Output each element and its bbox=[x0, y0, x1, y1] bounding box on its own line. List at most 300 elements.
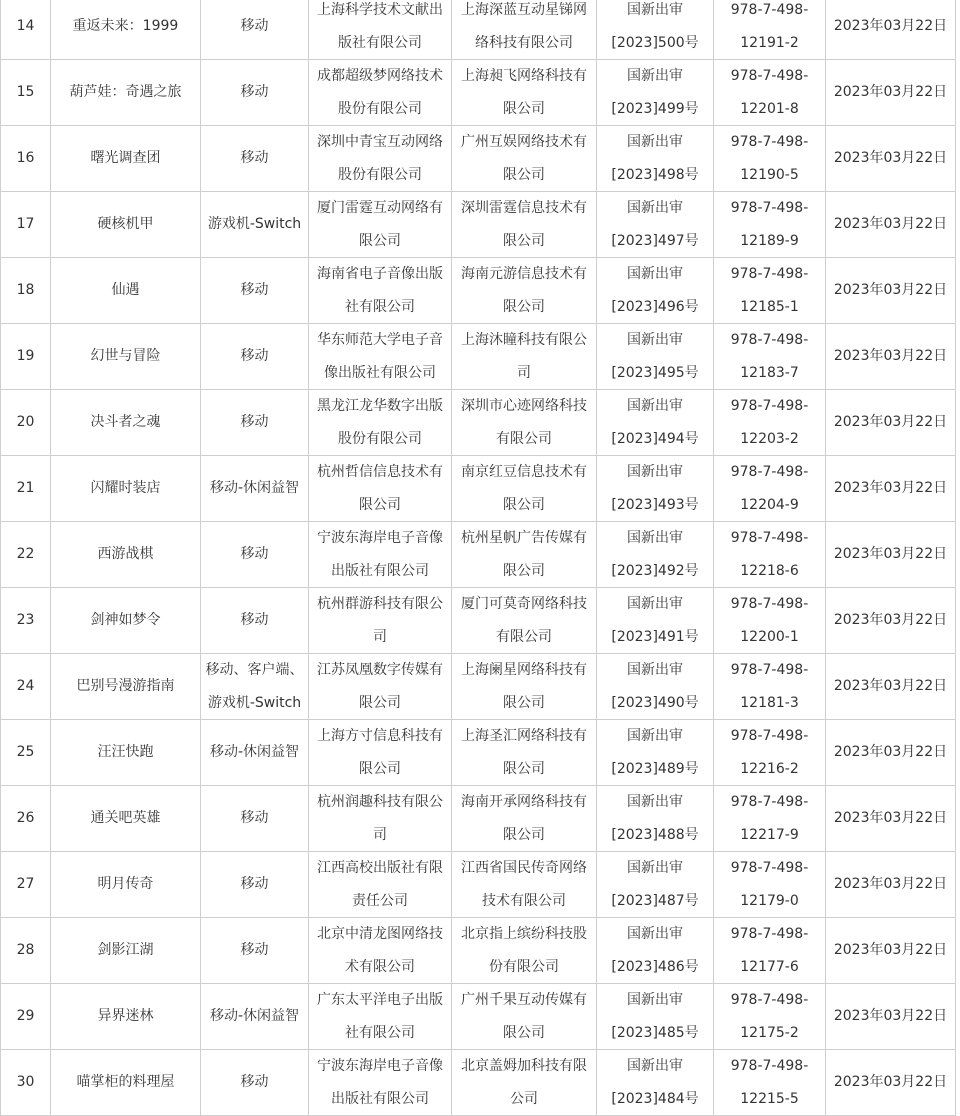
publisher-line: 成都超级梦网络技术 bbox=[317, 68, 443, 84]
platform-line: 移动-休闲益智 bbox=[209, 480, 300, 497]
approval-number-cell bbox=[597, 258, 714, 324]
table-row bbox=[1, 918, 956, 984]
platform-cell bbox=[201, 456, 309, 522]
date-cell bbox=[826, 588, 956, 654]
date-text: 2023年03月22日 bbox=[833, 150, 948, 167]
approval-number-cell bbox=[597, 390, 714, 456]
operator-line: 上海沐瞳科技有限公 bbox=[461, 332, 587, 348]
platform-line: 移动 bbox=[240, 612, 269, 629]
game-name-text: 仙遇 bbox=[111, 282, 140, 299]
game-name-text: 剑神如梦令 bbox=[90, 612, 161, 629]
table-row bbox=[1, 720, 956, 786]
platform-line: 移动 bbox=[240, 942, 269, 959]
table-row bbox=[1, 984, 956, 1050]
publisher-cell bbox=[309, 984, 452, 1050]
publisher-cell bbox=[309, 588, 452, 654]
table-row bbox=[1, 522, 956, 588]
date-cell bbox=[826, 1050, 956, 1116]
platform-line: 游戏机-Switch bbox=[207, 694, 302, 711]
platform-cell bbox=[201, 192, 309, 258]
isbn-line: 978-7-498- bbox=[730, 992, 809, 1008]
isbn-line: 978-7-498- bbox=[730, 332, 809, 348]
approval-number-cell bbox=[597, 192, 714, 258]
row-number-cell bbox=[1, 60, 51, 126]
approval-number-line: [2023]492号 bbox=[611, 562, 699, 579]
isbn-cell bbox=[714, 654, 826, 720]
platform-line: 移动 bbox=[240, 282, 269, 299]
date-cell bbox=[826, 786, 956, 852]
approval-number-line: 国新出审 bbox=[627, 68, 683, 84]
game-name-text: 决斗者之魂 bbox=[90, 414, 161, 431]
operator-cell bbox=[452, 720, 597, 786]
operator-cell bbox=[452, 654, 597, 720]
operator-line: 北京盖姆加科技有限 bbox=[461, 1058, 587, 1074]
platform-line: 移动、客户端、 bbox=[205, 662, 304, 678]
approval-number-line: [2023]499号 bbox=[611, 100, 699, 117]
approval-number-line: [2023]495号 bbox=[611, 364, 699, 381]
publisher-line: 华东师范大学电子音 bbox=[317, 332, 443, 348]
date-cell bbox=[826, 522, 956, 588]
operator-line: 深圳雷霆信息技术有 bbox=[461, 200, 587, 216]
isbn-line: 978-7-498- bbox=[730, 926, 809, 942]
approval-number-line: [2023]487号 bbox=[611, 892, 699, 909]
isbn-line: 978-7-498- bbox=[730, 464, 809, 480]
isbn-cell bbox=[714, 456, 826, 522]
row-number-text: 19 bbox=[16, 348, 35, 365]
approval-number-line: 国新出审 bbox=[627, 596, 683, 612]
operator-cell bbox=[452, 60, 597, 126]
operator-line: 限公司 bbox=[503, 298, 545, 315]
game-name-text: 西游战棋 bbox=[97, 546, 154, 563]
isbn-line: 978-7-498- bbox=[730, 2, 809, 18]
isbn-cell bbox=[714, 918, 826, 984]
isbn-line: 978-7-498- bbox=[730, 794, 809, 810]
isbn-line: 12200-1 bbox=[740, 628, 799, 645]
isbn-line: 978-7-498- bbox=[730, 398, 809, 414]
row-number-cell bbox=[1, 456, 51, 522]
operator-line: 广州互娱网络技术有 bbox=[461, 134, 587, 150]
table-row bbox=[1, 390, 956, 456]
game-name-cell bbox=[51, 192, 201, 258]
operator-line: 公司 bbox=[510, 1090, 538, 1107]
game-name-cell bbox=[51, 852, 201, 918]
publisher-cell bbox=[309, 720, 452, 786]
game-name-cell bbox=[51, 324, 201, 390]
platform-line: 移动 bbox=[240, 546, 269, 563]
row-number-cell bbox=[1, 588, 51, 654]
isbn-line: 12217-9 bbox=[740, 826, 799, 843]
date-text: 2023年03月22日 bbox=[833, 84, 948, 101]
publisher-line: 出版社有限公司 bbox=[331, 562, 429, 579]
approval-number-line: 国新出审 bbox=[627, 860, 683, 876]
operator-cell bbox=[452, 1050, 597, 1116]
operator-cell bbox=[452, 126, 597, 192]
game-name-text: 通关吧英雄 bbox=[90, 810, 161, 827]
approval-number-line: [2023]489号 bbox=[611, 760, 699, 777]
row-number-cell bbox=[1, 192, 51, 258]
table-row bbox=[1, 588, 956, 654]
operator-line: 限公司 bbox=[503, 826, 545, 843]
approval-number-cell bbox=[597, 786, 714, 852]
approval-number-cell bbox=[597, 324, 714, 390]
isbn-cell bbox=[714, 258, 826, 324]
publisher-line: 股份有限公司 bbox=[338, 166, 422, 183]
approval-number-line: [2023]488号 bbox=[611, 826, 699, 843]
operator-cell bbox=[452, 192, 597, 258]
date-cell bbox=[826, 984, 956, 1050]
operator-line: 限公司 bbox=[503, 694, 545, 711]
approval-number-line: [2023]498号 bbox=[611, 166, 699, 183]
isbn-cell bbox=[714, 0, 826, 60]
publisher-line: 责任公司 bbox=[352, 892, 408, 909]
approval-number-cell bbox=[597, 918, 714, 984]
date-text: 2023年03月22日 bbox=[833, 942, 948, 959]
row-number-text: 25 bbox=[16, 744, 35, 761]
operator-cell bbox=[452, 852, 597, 918]
platform-cell bbox=[201, 60, 309, 126]
date-cell bbox=[826, 192, 956, 258]
isbn-line: 978-7-498- bbox=[730, 596, 809, 612]
publisher-line: 股份有限公司 bbox=[338, 430, 422, 447]
platform-cell bbox=[201, 0, 309, 60]
approval-number-cell bbox=[597, 0, 714, 60]
approval-number-cell bbox=[597, 456, 714, 522]
publisher-line: 杭州群游科技有限公 bbox=[317, 596, 443, 612]
platform-line: 移动 bbox=[240, 810, 269, 827]
publisher-line: 宁波东海岸电子音像 bbox=[317, 1058, 443, 1074]
operator-cell bbox=[452, 258, 597, 324]
row-number-cell bbox=[1, 786, 51, 852]
publisher-cell bbox=[309, 786, 452, 852]
platform-cell bbox=[201, 720, 309, 786]
game-name-cell bbox=[51, 0, 201, 60]
game-name-text: 曙光调查团 bbox=[90, 150, 161, 167]
row-number-cell bbox=[1, 654, 51, 720]
approval-number-line: 国新出审 bbox=[627, 332, 683, 348]
isbn-line: 12189-9 bbox=[740, 232, 799, 249]
isbn-line: 978-7-498- bbox=[730, 134, 809, 150]
approval-number-line: 国新出审 bbox=[627, 662, 683, 678]
publisher-cell bbox=[309, 0, 452, 60]
date-cell bbox=[826, 390, 956, 456]
isbn-line: 12204-9 bbox=[740, 496, 799, 513]
approval-number-line: 国新出审 bbox=[627, 992, 683, 1008]
operator-line: 限公司 bbox=[503, 232, 545, 249]
publisher-cell bbox=[309, 1050, 452, 1116]
publisher-line: 厦门雷霆互动网络有 bbox=[317, 200, 443, 216]
date-cell bbox=[826, 456, 956, 522]
platform-cell bbox=[201, 588, 309, 654]
approval-number-line: [2023]494号 bbox=[611, 430, 699, 447]
row-number-cell bbox=[1, 852, 51, 918]
approval-number-line: [2023]493号 bbox=[611, 496, 699, 513]
game-name-cell bbox=[51, 654, 201, 720]
date-text: 2023年03月22日 bbox=[833, 1008, 948, 1025]
approval-number-line: 国新出审 bbox=[627, 728, 683, 744]
row-number-text: 21 bbox=[16, 480, 35, 497]
operator-line: 北京指上缤纷科技股 bbox=[461, 926, 587, 942]
row-number-text: 26 bbox=[16, 810, 35, 827]
row-number-text: 18 bbox=[16, 282, 35, 299]
date-cell bbox=[826, 654, 956, 720]
approval-number-line: 国新出审 bbox=[627, 398, 683, 414]
approval-number-line: 国新出审 bbox=[627, 464, 683, 480]
game-name-cell bbox=[51, 258, 201, 324]
isbn-cell bbox=[714, 60, 826, 126]
publisher-line: 术有限公司 bbox=[345, 958, 415, 975]
date-cell bbox=[826, 60, 956, 126]
row-number-text: 17 bbox=[16, 216, 35, 233]
game-name-text: 巴别号漫游指南 bbox=[76, 678, 175, 695]
publisher-line: 北京中清龙图网络技 bbox=[317, 926, 443, 942]
game-name-cell bbox=[51, 60, 201, 126]
game-name-text: 重返未来：1999 bbox=[72, 18, 179, 35]
table-row bbox=[1, 324, 956, 390]
publisher-cell bbox=[309, 654, 452, 720]
publisher-line: 杭州哲信信息技术有 bbox=[317, 464, 443, 480]
row-number-text: 24 bbox=[16, 678, 35, 695]
operator-line: 限公司 bbox=[503, 166, 545, 183]
isbn-line: 12216-2 bbox=[740, 760, 799, 777]
row-number-cell bbox=[1, 720, 51, 786]
row-number-text: 28 bbox=[16, 942, 35, 959]
isbn-line: 978-7-498- bbox=[730, 266, 809, 282]
operator-line: 上海圣汇网络科技有 bbox=[461, 728, 587, 744]
approval-number-cell bbox=[597, 852, 714, 918]
isbn-line: 12175-2 bbox=[740, 1024, 799, 1041]
row-number-text: 27 bbox=[16, 876, 35, 893]
publisher-line: 深圳中青宝互动网络 bbox=[317, 134, 443, 150]
publisher-cell bbox=[309, 324, 452, 390]
approval-number-cell bbox=[597, 522, 714, 588]
game-name-text: 异界迷林 bbox=[97, 1008, 154, 1025]
isbn-cell bbox=[714, 720, 826, 786]
publisher-line: 限公司 bbox=[359, 232, 401, 249]
operator-cell bbox=[452, 522, 597, 588]
table-row bbox=[1, 1050, 956, 1116]
date-text: 2023年03月22日 bbox=[833, 348, 948, 365]
isbn-line: 12185-1 bbox=[740, 298, 799, 315]
game-name-text: 硬核机甲 bbox=[97, 216, 154, 233]
operator-line: 有限公司 bbox=[496, 430, 552, 447]
operator-cell bbox=[452, 588, 597, 654]
publisher-cell bbox=[309, 258, 452, 324]
platform-cell bbox=[201, 984, 309, 1050]
operator-line: 海南开承网络科技有 bbox=[461, 794, 587, 810]
game-name-cell bbox=[51, 918, 201, 984]
date-text: 2023年03月22日 bbox=[833, 18, 948, 35]
date-text: 2023年03月22日 bbox=[833, 546, 948, 563]
platform-cell bbox=[201, 852, 309, 918]
platform-line: 移动 bbox=[240, 348, 269, 365]
publisher-cell bbox=[309, 852, 452, 918]
isbn-cell bbox=[714, 786, 826, 852]
approval-number-line: [2023]484号 bbox=[611, 1090, 699, 1107]
approval-number-line: [2023]497号 bbox=[611, 232, 699, 249]
isbn-cell bbox=[714, 588, 826, 654]
table-row bbox=[1, 786, 956, 852]
publisher-cell bbox=[309, 456, 452, 522]
publisher-cell bbox=[309, 60, 452, 126]
approval-number-line: [2023]496号 bbox=[611, 298, 699, 315]
table-row bbox=[1, 456, 956, 522]
platform-cell bbox=[201, 786, 309, 852]
approval-number-line: 国新出审 bbox=[627, 200, 683, 216]
operator-line: 技术有限公司 bbox=[482, 892, 566, 909]
isbn-cell bbox=[714, 984, 826, 1050]
isbn-line: 978-7-498- bbox=[730, 728, 809, 744]
game-name-cell bbox=[51, 984, 201, 1050]
approval-number-line: 国新出审 bbox=[627, 2, 683, 18]
date-cell bbox=[826, 852, 956, 918]
operator-cell bbox=[452, 456, 597, 522]
platform-cell bbox=[201, 390, 309, 456]
row-number-text: 23 bbox=[16, 612, 35, 629]
date-text: 2023年03月22日 bbox=[833, 480, 948, 497]
isbn-line: 978-7-498- bbox=[730, 68, 809, 84]
isbn-line: 978-7-498- bbox=[730, 200, 809, 216]
platform-line: 移动 bbox=[240, 1074, 269, 1091]
row-number-text: 14 bbox=[16, 18, 35, 35]
operator-cell bbox=[452, 390, 597, 456]
table-row bbox=[1, 126, 956, 192]
approval-number-line: 国新出审 bbox=[627, 530, 683, 546]
row-number-cell bbox=[1, 258, 51, 324]
row-number-cell bbox=[1, 126, 51, 192]
operator-line: 上海昶飞网络科技有 bbox=[461, 68, 587, 84]
date-text: 2023年03月22日 bbox=[833, 282, 948, 299]
operator-line: 限公司 bbox=[503, 496, 545, 513]
approval-number-line: 国新出审 bbox=[627, 266, 683, 282]
publisher-line: 社有限公司 bbox=[345, 1024, 415, 1041]
isbn-cell bbox=[714, 390, 826, 456]
date-text: 2023年03月22日 bbox=[833, 876, 948, 893]
platform-cell bbox=[201, 324, 309, 390]
publisher-line: 像出版社有限公司 bbox=[324, 364, 436, 381]
approval-number-line: [2023]500号 bbox=[611, 34, 699, 51]
isbn-cell bbox=[714, 522, 826, 588]
publisher-line: 股份有限公司 bbox=[338, 100, 422, 117]
publisher-line: 限公司 bbox=[359, 694, 401, 711]
platform-cell bbox=[201, 654, 309, 720]
publisher-cell bbox=[309, 522, 452, 588]
operator-line: 广州千果互动传媒有 bbox=[461, 992, 587, 1008]
publisher-line: 司 bbox=[373, 826, 387, 843]
approval-number-line: 国新出审 bbox=[627, 134, 683, 150]
isbn-line: 12218-6 bbox=[740, 562, 799, 579]
publisher-line: 黑龙江龙华数字出版 bbox=[317, 398, 443, 414]
operator-line: 限公司 bbox=[503, 100, 545, 117]
operator-line: 上海阑星网络科技有 bbox=[461, 662, 587, 678]
game-name-cell bbox=[51, 588, 201, 654]
game-name-text: 剑影江湖 bbox=[97, 942, 154, 959]
row-number-text: 30 bbox=[16, 1074, 35, 1091]
approval-number-line: [2023]486号 bbox=[611, 958, 699, 975]
publisher-line: 江苏凤凰数字传媒有 bbox=[317, 662, 443, 678]
row-number-text: 22 bbox=[16, 546, 35, 563]
operator-line: 南京红豆信息技术有 bbox=[461, 464, 587, 480]
game-name-cell bbox=[51, 126, 201, 192]
publisher-line: 上海方寸信息科技有 bbox=[317, 728, 443, 744]
date-cell bbox=[826, 258, 956, 324]
publisher-line: 江西高校出版社有限 bbox=[317, 860, 443, 876]
isbn-line: 12191-2 bbox=[740, 34, 799, 51]
date-text: 2023年03月22日 bbox=[833, 216, 948, 233]
publisher-line: 出版社有限公司 bbox=[331, 1090, 429, 1107]
game-name-text: 闪耀时装店 bbox=[90, 480, 161, 497]
row-number-cell bbox=[1, 918, 51, 984]
approval-number-line: [2023]485号 bbox=[611, 1024, 699, 1041]
publisher-line: 版社有限公司 bbox=[338, 34, 422, 51]
approval-number-cell bbox=[597, 720, 714, 786]
approval-number-line: 国新出审 bbox=[627, 926, 683, 942]
table-body bbox=[1, 0, 956, 1116]
approval-number-line: 国新出审 bbox=[627, 794, 683, 810]
isbn-cell bbox=[714, 324, 826, 390]
date-text: 2023年03月22日 bbox=[833, 1074, 948, 1091]
row-number-cell bbox=[1, 390, 51, 456]
table-row bbox=[1, 654, 956, 720]
isbn-line: 978-7-498- bbox=[730, 662, 809, 678]
approval-number-cell bbox=[597, 588, 714, 654]
operator-cell bbox=[452, 984, 597, 1050]
operator-cell bbox=[452, 324, 597, 390]
isbn-line: 978-7-498- bbox=[730, 1058, 809, 1074]
operator-cell bbox=[452, 786, 597, 852]
row-number-text: 29 bbox=[16, 1008, 35, 1025]
platform-line: 移动 bbox=[240, 84, 269, 101]
isbn-line: 12183-7 bbox=[740, 364, 799, 381]
publisher-line: 宁波东海岸电子音像 bbox=[317, 530, 443, 546]
approval-number-cell bbox=[597, 60, 714, 126]
isbn-line: 978-7-498- bbox=[730, 860, 809, 876]
platform-cell bbox=[201, 918, 309, 984]
publisher-cell bbox=[309, 918, 452, 984]
date-text: 2023年03月22日 bbox=[833, 810, 948, 827]
table-row bbox=[1, 258, 956, 324]
table-row bbox=[1, 60, 956, 126]
platform-cell bbox=[201, 522, 309, 588]
game-name-cell bbox=[51, 456, 201, 522]
isbn-cell bbox=[714, 126, 826, 192]
game-name-cell bbox=[51, 1050, 201, 1116]
isbn-line: 12201-8 bbox=[740, 100, 799, 117]
platform-cell bbox=[201, 258, 309, 324]
platform-line: 移动 bbox=[240, 18, 269, 35]
publisher-line: 杭州润趣科技有限公 bbox=[317, 794, 443, 810]
row-number-cell bbox=[1, 1050, 51, 1116]
platform-line: 游戏机-Switch bbox=[207, 216, 302, 233]
publisher-line: 社有限公司 bbox=[345, 298, 415, 315]
row-number-text: 15 bbox=[16, 84, 35, 101]
publisher-line: 海南省电子音像出版 bbox=[317, 266, 443, 282]
isbn-line: 12190-5 bbox=[740, 166, 799, 183]
approval-number-line: [2023]491号 bbox=[611, 628, 699, 645]
date-text: 2023年03月22日 bbox=[833, 612, 948, 629]
platform-line: 移动 bbox=[240, 414, 269, 431]
platform-line: 移动-休闲益智 bbox=[209, 744, 300, 761]
isbn-line: 12179-0 bbox=[740, 892, 799, 909]
publisher-line: 广东太平洋电子出版 bbox=[317, 992, 443, 1008]
row-number-text: 16 bbox=[16, 150, 35, 167]
date-cell bbox=[826, 0, 956, 60]
isbn-line: 12203-2 bbox=[740, 430, 799, 447]
isbn-cell bbox=[714, 192, 826, 258]
game-name-cell bbox=[51, 390, 201, 456]
date-cell bbox=[826, 918, 956, 984]
row-number-cell bbox=[1, 522, 51, 588]
isbn-line: 12215-5 bbox=[740, 1090, 799, 1107]
